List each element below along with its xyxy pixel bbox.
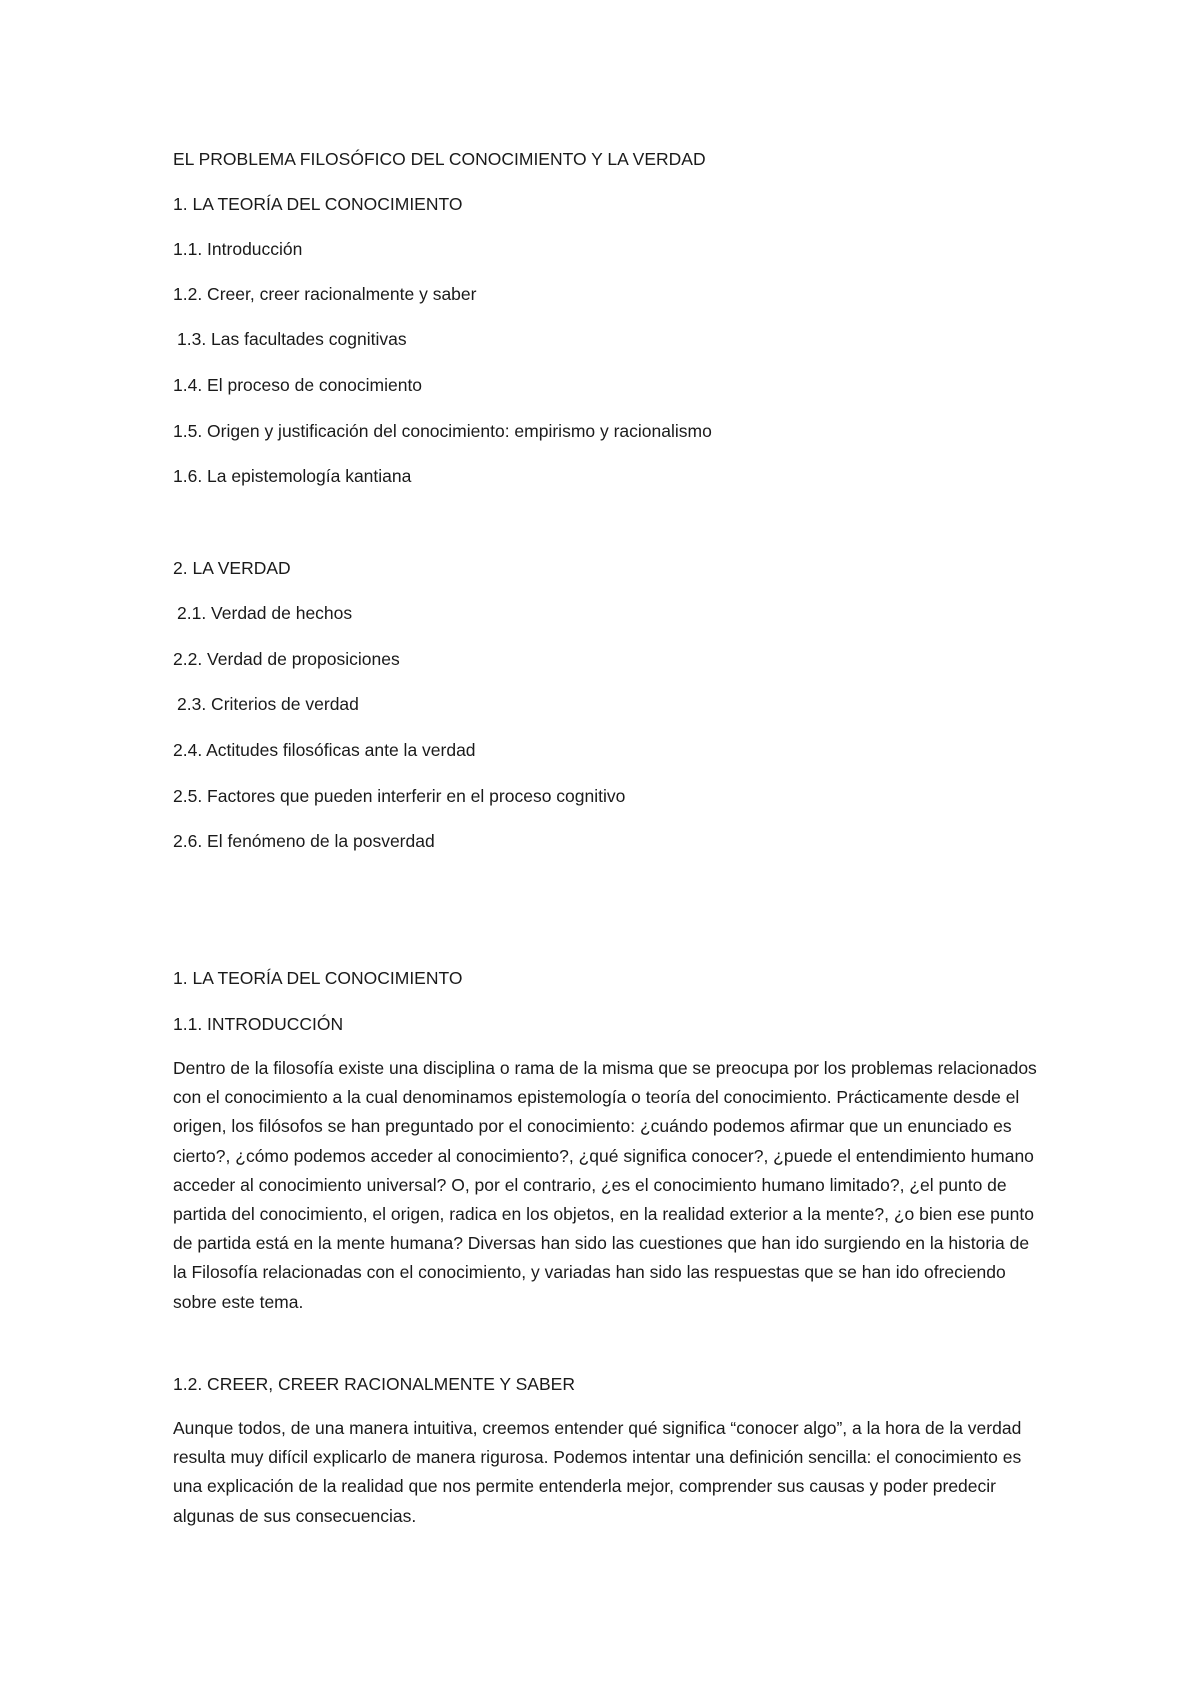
toc-item: 2.2. Verdad de proposiciones — [173, 649, 400, 669]
toc-item: 1.6. La epistemología kantiana — [173, 466, 412, 486]
toc-item: 1.5. Origen y justificación del conocimiento: empirismo y racionalismo — [173, 421, 712, 441]
toc-item: 1.4. El proceso de conocimiento — [173, 375, 423, 395]
toc-item: 1.2. Creer, creer racionalmente y saber — [173, 284, 477, 304]
toc-item: 2.1. Verdad de hechos — [177, 603, 353, 623]
body-paragraph: Dentro de la filosofía existe una disciplina o rama de la misma que se preocupa por los problemas relacionados con el conocimiento a la cual denominamos epistemología o teoría del conocimiento. Prácticamente desde el origen, los filósofos se han preguntado por el conocimiento: ¿cuándo podemos afirmar que un enunciado es cierto?, ¿cómo podemos acceder al conocimiento?, ¿qué significa conocer?, ¿puede el entendimiento humano acceder al conocimiento universal? O, por el contrario, ¿es el conocimiento humano limitado?, ¿el punto de partida del conocimiento, el origen, radica en los objetos, en la realidad exterior a la mente?, ¿o bien ese punto de partida está en la mente humana? Diversas han sido las cuestiones que han ido surgiendo en la historia de la Filosofía relacionadas con el conocimiento, y variadas han sido las respuestas que se han ido ofreciendo sobre este tema. — [173, 1058, 1037, 1312]
subsection-heading: 1.1. INTRODUCCIÓN — [173, 1014, 344, 1034]
subsection-heading: 1.2. CREER, CREER RACIONALMENTE Y SABER — [173, 1374, 575, 1394]
toc-item: 1.3. Las facultades cognitivas — [177, 329, 407, 349]
toc-item: 1.1. Introducción — [173, 239, 303, 259]
toc-item: 2.3. Criterios de verdad — [177, 694, 359, 714]
body-paragraph: Aunque todos, de una manera intuitiva, creemos entender qué significa “conocer algo”, a la hora de la verdad resulta muy difícil explicarlo de manera rigurosa. Podemos intentar una definición sencilla: el conocimiento es una explicación de la realidad que nos permite entenderla mejor, comprender sus causas y poder predecir algunas de sus consecuencias. — [173, 1418, 1022, 1526]
toc-item: 2.6. El fenómeno de la posverdad — [173, 831, 435, 851]
section-heading: 1. LA TEORÍA DEL CONOCIMIENTO — [173, 968, 463, 988]
document-title: EL PROBLEMA FILOSÓFICO DEL CONOCIMIENTO Y LA VERDAD — [173, 149, 706, 169]
toc-item: 2. LA VERDAD — [173, 558, 291, 578]
toc-item: 1. LA TEORÍA DEL CONOCIMIENTO — [173, 194, 463, 214]
toc-item: 2.4. Actitudes filosóficas ante la verdad — [173, 740, 476, 760]
toc-item: 2.5. Factores que pueden interferir en el proceso cognitivo — [173, 786, 626, 806]
